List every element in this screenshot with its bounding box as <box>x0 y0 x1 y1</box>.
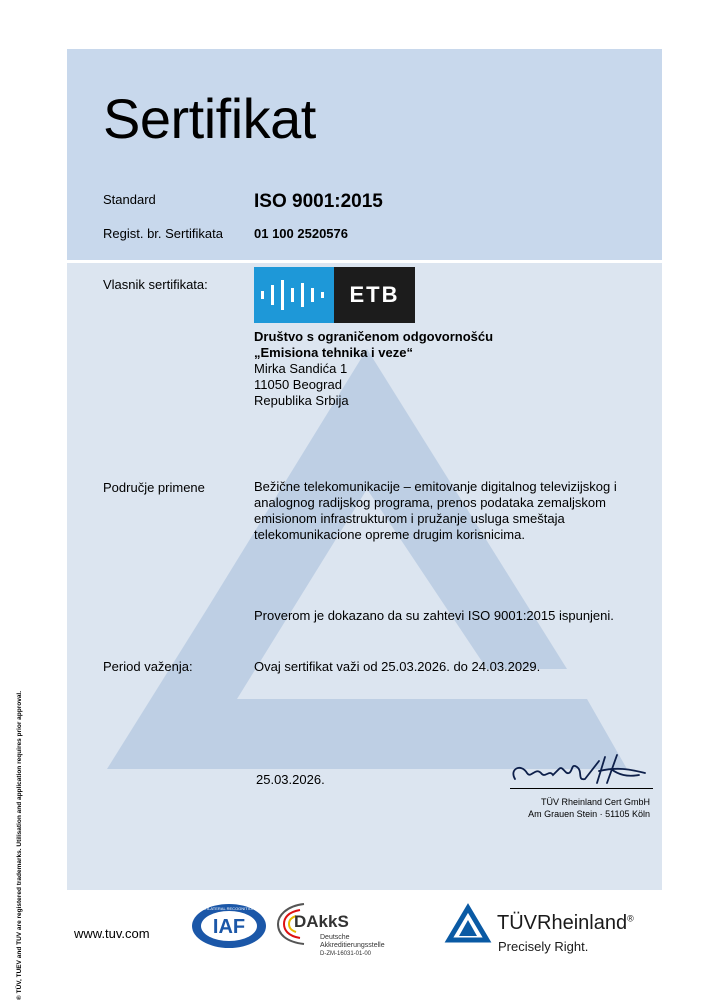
scope-line4: telekomunikacione opreme drugim korisnicima. <box>254 527 525 542</box>
signature-image <box>507 749 657 791</box>
dakks-text: DAkkS <box>294 912 349 931</box>
sound-wave-icon <box>254 267 334 323</box>
dakks-line1: Deutsche <box>320 934 350 941</box>
issuer-name: TÜV Rheinland Cert GmbH <box>540 797 650 807</box>
owner-address-line3: Republika Srbija <box>254 393 349 408</box>
certificate-title: Sertifikat <box>103 87 316 150</box>
standard-label: Standard <box>103 192 156 207</box>
dakks-id: D-ZM-16031-01-00 <box>320 951 372 957</box>
issue-date: 25.03.2026. <box>256 772 325 787</box>
iaf-ring-text: MEMBER OF MULTILATERAL RECOGNITION ARRANGEMENT <box>171 906 287 911</box>
tuv-registered-mark: ® <box>627 913 634 924</box>
etb-logo <box>254 267 415 323</box>
scope-line3: emisionom infrastrukturom i pružanje usluga smeštaja <box>254 511 565 526</box>
registration-label: Regist. br. Sertifikata <box>103 226 223 241</box>
owner-name-line2: „Emisiona tehnika i veze“ <box>254 345 413 360</box>
signature-line <box>510 788 653 789</box>
trademark-notice: ® TÜV, TUEV and TUV are registered trademarks. Utilisation and application requires prior approval. <box>16 690 23 1000</box>
validity-text: Ovaj sertifikat važi od 25.03.2026. do 24.03.2029. <box>254 659 541 674</box>
tuv-brand-text: TÜVRheinland <box>497 912 628 934</box>
dakks-logo <box>276 902 406 962</box>
validity-label: Period važenja: <box>103 659 193 674</box>
tuv-brand <box>497 912 634 935</box>
owner-label: Vlasnik sertifikata: <box>103 277 208 292</box>
owner-name-line1: Društvo s ograničenom odgovornošću <box>254 329 494 344</box>
issuer-address: Am Grauen Stein · 51105 Köln <box>528 809 650 819</box>
iaf-text: IAF <box>212 916 246 938</box>
owner-details <box>254 329 634 409</box>
scope-line1: Bežične telekomunikacije – emitovanje digitalnog televizijskog i <box>254 479 617 494</box>
tuv-website-link[interactable]: www.tuv.com <box>74 926 150 941</box>
owner-address-line2: 11050 Beograd <box>254 377 342 392</box>
registration-value: 01 100 2520576 <box>254 226 348 241</box>
tuv-slogan: Precisely Right. <box>498 939 589 954</box>
band-divider <box>67 260 662 263</box>
scope-line2: analognog radijskog programa, prenos podataka zemaljskom <box>254 495 606 510</box>
tuv-rheinland-logo <box>447 906 657 960</box>
iaf-logo <box>171 902 287 950</box>
etb-logo-text: ETB <box>334 267 415 323</box>
dakks-line2: Akkreditierungsstelle <box>320 942 385 949</box>
tuv-triangle-icon <box>447 906 489 944</box>
owner-address-line1: Mirka Sandića 1 <box>254 361 348 376</box>
standard-value: ISO 9001:2015 <box>254 191 383 212</box>
scope-label: Područje primene <box>103 480 205 495</box>
scope-text <box>254 479 649 543</box>
verification-statement: Proverom je dokazano da su zahtevi ISO 9001:2015 ispunjeni. <box>254 608 614 623</box>
certificate-panel <box>67 49 662 890</box>
